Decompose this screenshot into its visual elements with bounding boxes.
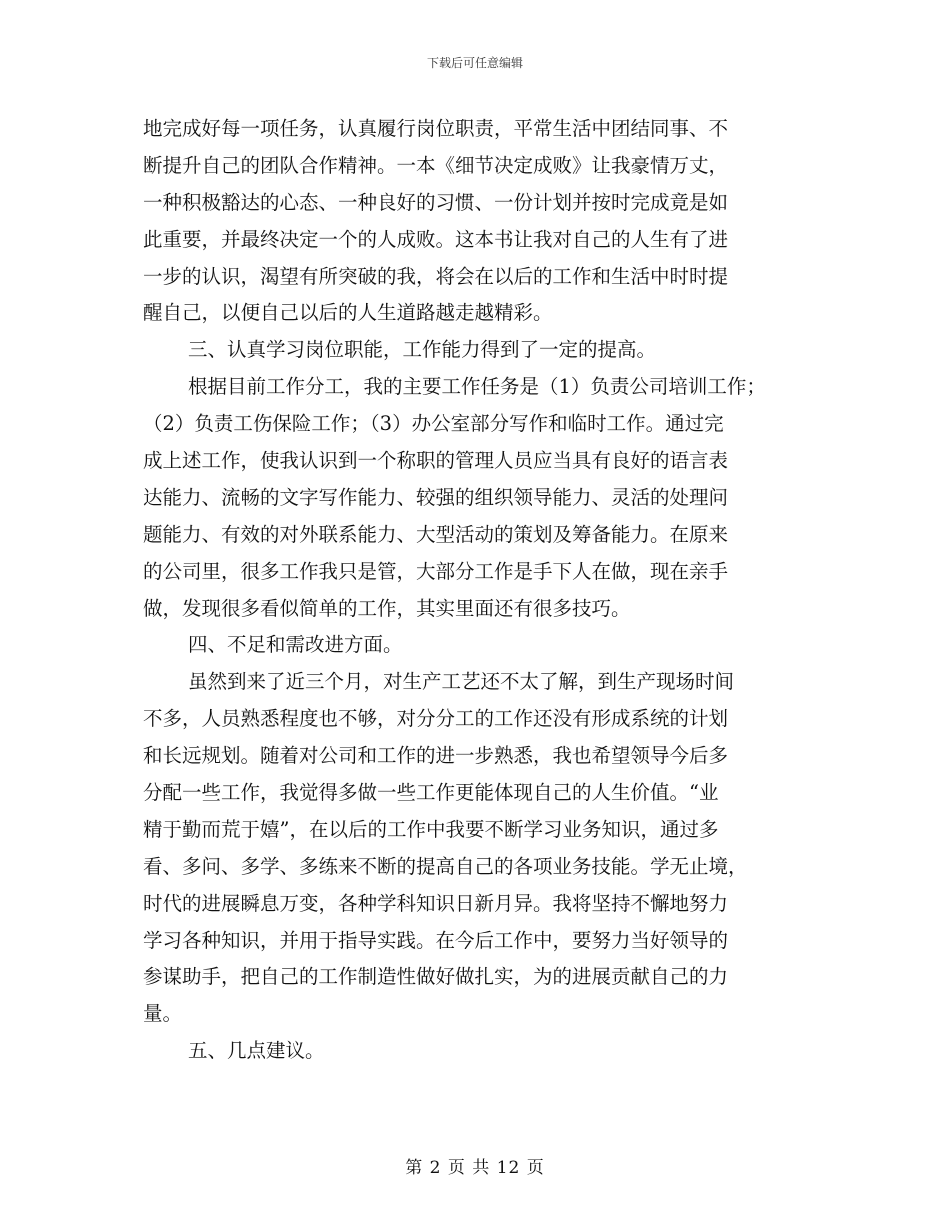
text-line: 一种积极豁达的心态、一种良好的习惯、一份计划并按时完成竟是如 xyxy=(143,190,729,214)
text-line: 四、不足和需改进方面。 xyxy=(188,633,403,657)
text-line: 的公司里，很多工作我只是管，大部分工作是手下人在做，现在亲手 xyxy=(143,559,729,583)
text-line: 参谋助手，把自己的工作制造性做好做扎实，为的进展贡献自己的力 xyxy=(143,965,729,989)
text-line: 三、认真学习岗位职能，工作能力得到了一定的提高。 xyxy=(188,338,657,362)
text-line: 成上述工作，使我认识到一个称职的管理人员应当具有良好的语言表 xyxy=(143,449,729,473)
text-line: （2）负责工伤保险工作；（3）办公室部分写作和临时工作。通过完 xyxy=(143,412,724,436)
text-line: 学习各种知识，并用于指导实践。在今后工作中，要努力当好领导的 xyxy=(143,928,729,952)
text-line: 时代的进展瞬息万变，各种学科知识日新月异。我将坚持不懈地努力 xyxy=(143,891,729,915)
text-line: 达能力、流畅的文字写作能力、较强的组织领导能力、灵活的处理问 xyxy=(143,485,729,509)
text-line: 精于勤而荒于嬉”，在以后的工作中我要不断学习业务知识，通过多 xyxy=(143,817,719,841)
text-line: 看、多问、多学、多练来不断的提高自己的各项业务技能。学无止境， xyxy=(143,854,748,878)
text-line: 醒自己，以便自己以后的人生道路越走越精彩。 xyxy=(143,301,553,325)
text-line: 根据目前工作分工，我的主要工作任务是（1）负责公司培训工作； xyxy=(188,375,766,399)
page-header: 下载后可任意编辑 xyxy=(426,56,523,70)
text-line: 五、几点建议。 xyxy=(188,1039,325,1063)
text-line: 分配一些工作，我觉得多做一些工作更能体现自己的人生价值。“业 xyxy=(143,781,719,805)
text-line: 地完成好每一项任务，认真履行岗位职责，平常生活中团结同事、不 xyxy=(143,117,729,140)
text-line: 虽然到来了近三个月，对生产工艺还不太了解，到生产现场时间 xyxy=(188,670,735,694)
document-body xyxy=(143,111,819,1070)
text-line: 断提升自己的团队合作精神。一本《细节决定成败》让我豪情万丈， xyxy=(143,153,729,177)
text-line: 做，发现很多看似简单的工作，其实里面还有很多技巧。 xyxy=(143,596,631,620)
text-line: 此重要，并最终决定一个的人成败。这本书让我对自己的人生有了进 xyxy=(143,227,729,251)
text-line: 一步的认识，渴望有所突破的我，将会在以后的工作和生活中时时提 xyxy=(143,264,729,288)
text-line: 题能力、有效的对外联系能力、大型活动的策划及筹备能力。在原来 xyxy=(143,522,729,546)
text-line: 和长远规划。随着对公司和工作的进一步熟悉，我也希望领导今后多 xyxy=(143,744,729,768)
page-number-footer: 第 2 页 共 12 页 xyxy=(405,1158,545,1178)
text-line: 量。 xyxy=(143,1002,183,1026)
text-line: 不多，人员熟悉程度也不够，对分分工的工作还没有形成系统的计划 xyxy=(143,707,729,731)
